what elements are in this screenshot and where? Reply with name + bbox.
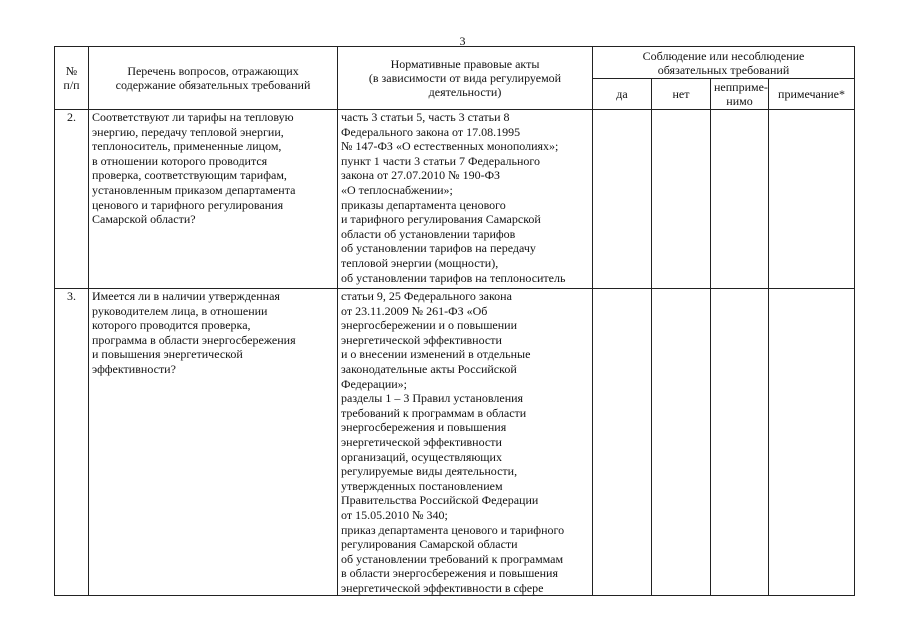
- yes-cell[interactable]: [593, 289, 652, 596]
- row-number: 2.: [55, 110, 89, 289]
- table-row: [55, 289, 855, 596]
- no-cell[interactable]: [652, 110, 711, 289]
- header-note: примечание*: [769, 79, 855, 110]
- row-number: 3.: [55, 289, 89, 596]
- header-no: нет: [652, 79, 711, 110]
- legal-acts-cell: часть 3 статьи 5, часть 3 статьи 8 Федерального закона от 17.08.1995 № 147-ФЗ «О естественных монополиях»; пункт 1 части 3 статьи 7 Федерального закона от 27.07.2010 № 190-ФЗ «О теплоснабжении»; приказы департамента ценового и тарифного регулирования Самарской области об установлении тарифов об установлении тарифов на передачу тепловой энергии (мощности), об установлении тарифов на теплоноситель: [338, 110, 593, 289]
- note-cell[interactable]: [769, 110, 855, 289]
- question-cell: Соответствуют ли тарифы на тепловую энергию, передачу тепловой энергии, теплоноситель, примененные лицом, в отношении которого проводится проверка, соответствующим тарифам, установленным приказом департамента ценового и тарифного регулирования Самарской области?: [89, 110, 338, 289]
- page-number: 3: [459, 34, 466, 48]
- yes-cell[interactable]: [593, 110, 652, 289]
- header-not-applicable: непприме- нимо: [711, 79, 769, 110]
- header-yes: да: [593, 79, 652, 110]
- table-header-row: [55, 47, 855, 79]
- table-row: [55, 110, 855, 289]
- header-compliance: Соблюдение или несоблюдение обязательных требований: [593, 47, 855, 79]
- header-questions: Перечень вопросов, отражающих содержание обязательных требований: [89, 47, 338, 110]
- not-applicable-cell[interactable]: [711, 110, 769, 289]
- note-cell[interactable]: [769, 289, 855, 596]
- legal-acts-cell: статьи 9, 25 Федерального закона от 23.11.2009 № 261-ФЗ «Об энергосбережении и о повышении энергетической эффективности и о внесении изменений в отдельные законодательные акты Российской Федерации»; разделы 1 – 3 Правил установления требований к программам в области энергосбережения и повышения энергетической эффективности организаций, осуществляющих регулируемые виды деятельности, утвержденных постановлением Правительства Российской Федерации от 15.05.2010 № 340; приказ департамента ценового и тарифного регулирования Самарской области об установлении требований к программам в области энергосбережения и повышения энергетической эффективности в сфере: [338, 289, 593, 596]
- no-cell[interactable]: [652, 289, 711, 596]
- not-applicable-cell[interactable]: [711, 289, 769, 596]
- header-acts: Нормативные правовые акты (в зависимости от вида регулируемой деятельности): [338, 47, 593, 110]
- header-num: № п/п: [55, 47, 89, 110]
- requirements-table: [54, 46, 855, 596]
- question-cell: Имеется ли в наличии утвержденная руководителем лица, в отношении которого проводится проверка, программа в области энергосбережения и повышения энергетической эффективности?: [89, 289, 338, 596]
